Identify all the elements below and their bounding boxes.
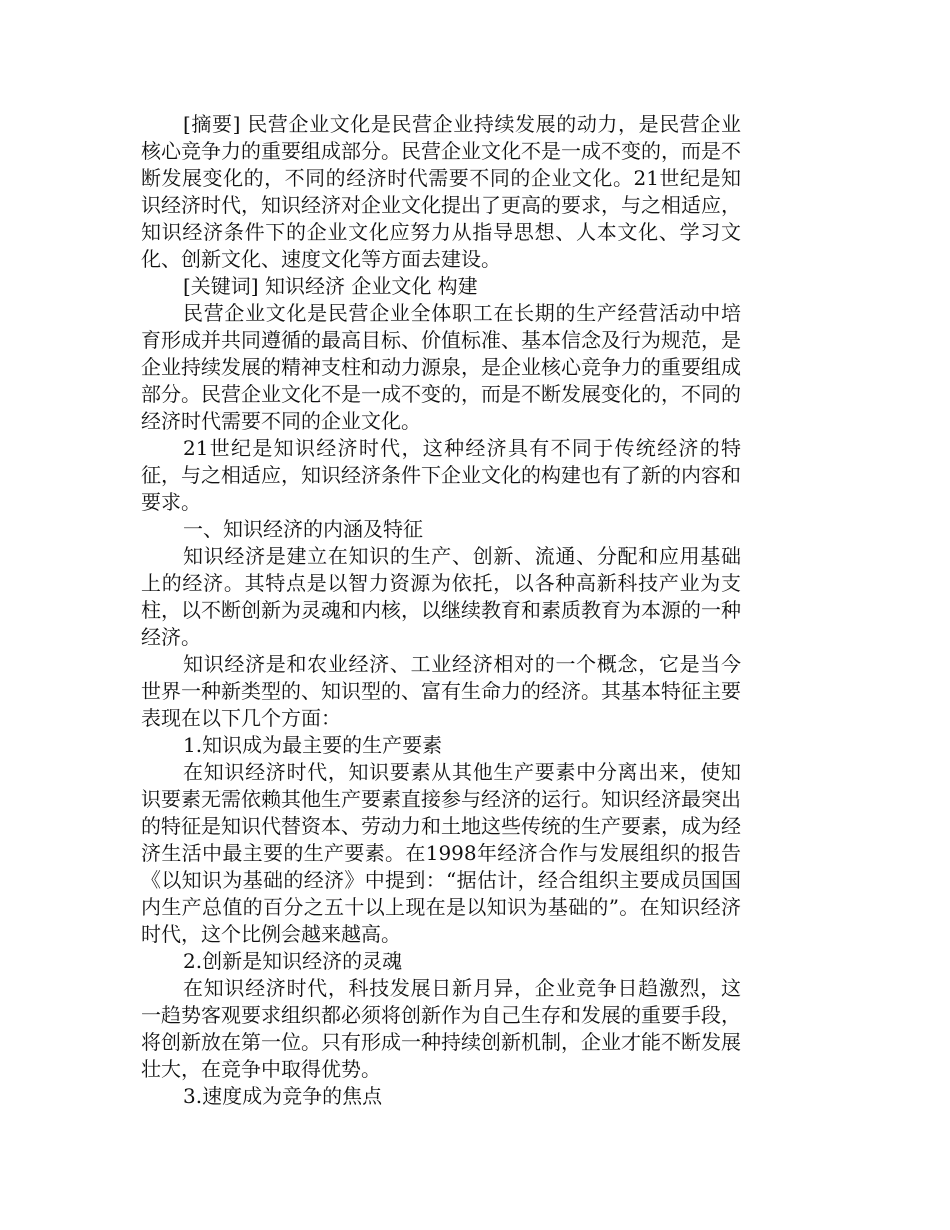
keywords-paragraph: [关键词] 知识经济 企业文化 构建 (183, 274, 478, 298)
subsection-heading: 1.知识成为最主要的生产要素 (183, 733, 443, 757)
body-paragraph: 知识经济是和农业经济、工业经济相对的一个概念，它是当今世界一种新类型的、知识型的、富有生命力的经济。其基本特征主要表现在以下几个方面： (141, 652, 741, 730)
body-paragraph: 民营企业文化是民营企业全体职工在长期的生产经营活动中培育形成并共同遵循的最高目标、价值标准、基本信念及行为规范，是企业持续发展的精神支柱和动力源泉，是企业核心竞争力的重要组成部分。民营企业文化不是一成不变的，而是不断发展变化的，不同的经济时代需要不同的企业文化。 (141, 301, 741, 433)
section-heading: 一、知识经济的内涵及特征 (183, 517, 423, 541)
subsection-heading: 3.速度成为竞争的焦点 (183, 1084, 383, 1108)
document-body (141, 111, 741, 1110)
subsection-heading: 2.创新是知识经济的灵魂 (183, 949, 403, 973)
body-paragraph: 21世纪是知识经济时代，这种经济具有不同于传统经济的特征，与之相适应，知识经济条件下企业文化的构建也有了新的内容和要求。 (141, 436, 741, 514)
body-paragraph: 知识经济是建立在知识的生产、创新、流通、分配和应用基础上的经济。其特点是以智力资源为依托，以各种高新科技产业为支柱，以不断创新为灵魂和内核，以继续教育和素质教育为本源的一种经济。 (141, 544, 741, 649)
body-paragraph: 在知识经济时代，知识要素从其他生产要素中分离出来，使知识要素无需依赖其他生产要素直接参与经济的运行。知识经济最突出的特征是知识代替资本、劳动力和土地这些传统的生产要素，成为经济生活中最主要的生产要素。在1998年经济合作与发展组织的报告《以知识为基础的经济》中提到：“据估计，经合组织主要成员国国内生产总值的百分之五十以上现在是以知识为基础的”。在知识经济时代，这个比例会越来越高。 (141, 760, 741, 946)
body-paragraph: 在知识经济时代，科技发展日新月异，企业竞争日趋激烈，这一趋势客观要求组织都必须将创新作为自己生存和发展的重要手段，将创新放在第一位。只有形成一种持续创新机制，企业才能不断发展壮大，在竞争中取得优势。 (141, 976, 741, 1081)
abstract-paragraph: [摘要] 民营企业文化是民营企业持续发展的动力，是民营企业核心竞争力的重要组成部分。民营企业文化不是一成不变的，而是不断发展变化的，不同的经济时代需要不同的企业文化。21世纪是知识经济时代，知识经济对企业文化提出了更高的要求，与之相适应，知识经济条件下的企业文化应努力从指导思想、人本文化、学习文化、创新文化、速度文化等方面去建设。 (141, 112, 741, 271)
